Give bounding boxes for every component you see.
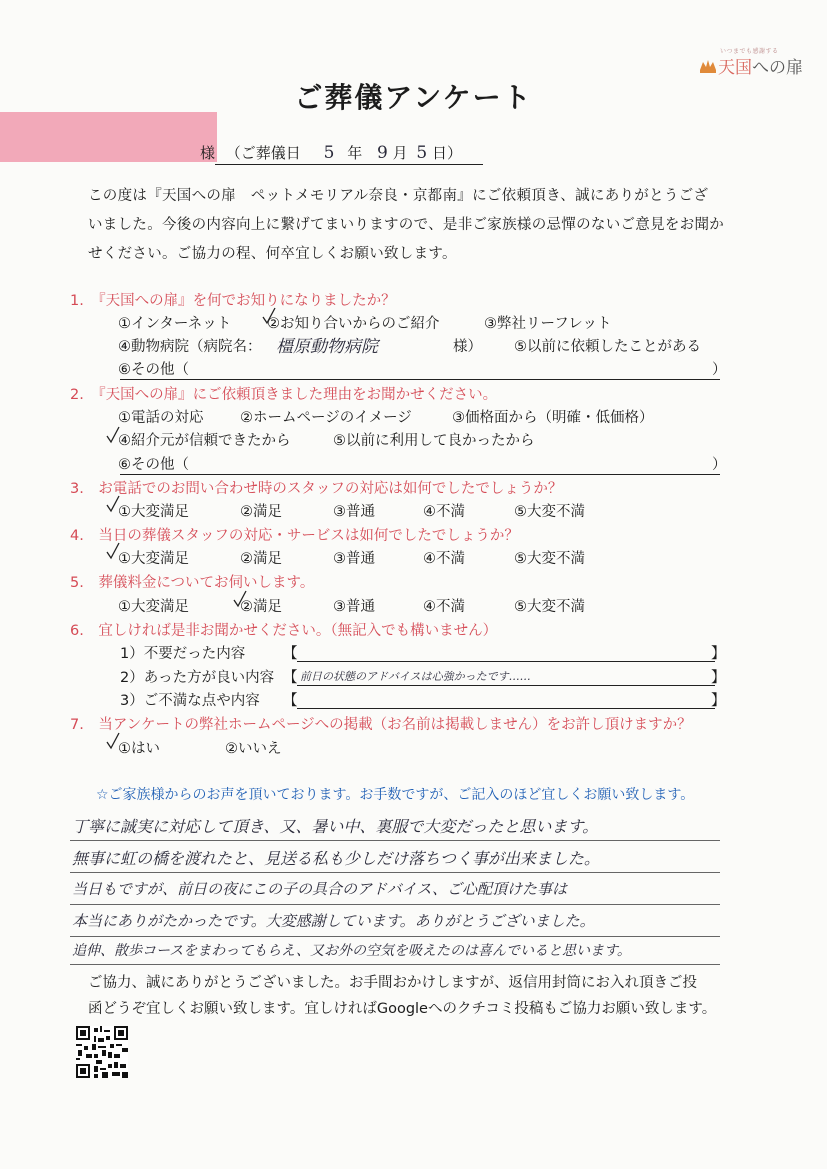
q3-question: 3. お電話でのお問い合わせ時のスタッフの対応は如何でしたでしょうか？ <box>70 481 563 497</box>
logo-brand <box>718 53 803 78</box>
qr-code-icon[interactable] <box>76 1026 128 1078</box>
logo-brand-main: 天国 <box>718 58 752 78</box>
q1-option-other[interactable]: ⑥その他（ <box>118 362 189 378</box>
q1-other-underline <box>120 379 720 380</box>
feedback-rule <box>70 964 720 965</box>
feedback-rule <box>70 872 720 873</box>
closing-line: ご協力、誠にありがとうございました。お手間おかけしますが、返信用封筒にお入れ頂きご投 <box>88 975 697 991</box>
q1-other-close: ） <box>712 362 727 378</box>
name-underline <box>215 164 483 165</box>
q4-option-satisfied[interactable]: ②満足 <box>240 551 282 567</box>
date-open: （ご葬儀日 <box>225 144 301 162</box>
q3-option-satisfied[interactable]: ②満足 <box>240 504 282 520</box>
day-value[interactable]: 5 <box>416 143 428 163</box>
q6-item-wanted: 2）あった方が良い内容 <box>120 670 275 686</box>
year-value[interactable]: 5 <box>323 143 335 163</box>
q1-question: 1. 『天国への扉』を何でお知りになりましたか？ <box>70 293 396 309</box>
logo-tagline: いつまでも感謝する <box>720 48 779 55</box>
q1-option-previous[interactable]: ⑤以前に依頼したことがある <box>514 339 701 355</box>
page-title: ご葬儀アンケート <box>294 81 533 114</box>
q5-option-very-dissatisfied[interactable]: ⑤大変不満 <box>514 599 585 615</box>
q6-item1-bracket-close: 】 <box>711 646 726 662</box>
redacted-name <box>0 112 217 162</box>
q5-option-satisfied[interactable]: ②満足 <box>240 599 282 615</box>
name-date-line <box>200 142 462 163</box>
q2-option-phone[interactable]: ①電話の対応 <box>118 410 204 426</box>
checkmark-icon <box>262 307 276 325</box>
q3-option-neutral[interactable]: ③普通 <box>333 504 375 520</box>
q1-hospital-name[interactable]: 橿原動物病院 <box>276 337 378 357</box>
q3-option-dissatisfied[interactable]: ④不満 <box>423 504 465 520</box>
q2-other-close: ） <box>712 457 727 473</box>
intro-line: せください。ご協力の程、何卒宜しくお願い致します。 <box>88 246 457 262</box>
q6-item2-bracket-open: 【 <box>283 670 298 686</box>
feedback-line[interactable]: 無事に虹の橋を渡れたと、見送る私も少しだけ落ちつく事が出来ました。 <box>72 849 600 868</box>
q6-item3-bracket-open: 【 <box>283 693 298 709</box>
q2-option-used-before[interactable]: ⑤以前に利用して良かったから <box>333 433 535 449</box>
q1-option-internet[interactable]: ①インターネット <box>118 316 232 332</box>
q1-hospital-suffix: 様） <box>453 339 482 355</box>
q2-option-other[interactable]: ⑥その他（ <box>118 457 189 473</box>
q2-option-price[interactable]: ③価格面から（明確・低価格） <box>452 410 654 426</box>
intro-line: いました。今後の内容向上に繋げてまいりますので、是非ご家族様の忌憚のないご意見をお聞か <box>88 217 725 233</box>
q7-question: 7. 当アンケートの弊社ホームページへの掲載（お名前は掲載しません）をお許し頂けますか？ <box>70 717 692 733</box>
q5-option-neutral[interactable]: ③普通 <box>333 599 375 615</box>
q6-item2-field <box>297 685 715 686</box>
feedback-line[interactable]: 追伸、散歩コースをまわってもらえ、又お外の空気を吸えたのは喜んでいると思います。 <box>72 943 631 959</box>
q2-other-underline <box>120 474 720 475</box>
q7-option-no[interactable]: ②いいえ <box>225 741 282 757</box>
feedback-rule <box>70 904 720 905</box>
q2-question: 2. 『天国への扉』にご依頼頂きました理由をお聞かせください。 <box>70 387 498 403</box>
q5-question: 5. 葬儀料金についてお伺いします。 <box>70 575 315 591</box>
q3-option-very-dissatisfied[interactable]: ⑤大変不満 <box>514 504 585 520</box>
q1-option-referral[interactable]: ②お知り合いからのご紹介 <box>267 316 440 332</box>
q4-option-very-dissatisfied[interactable]: ⑤大変不満 <box>514 551 585 567</box>
q6-item2-bracket-close: 】 <box>711 670 726 686</box>
q1-option-hospital[interactable]: ④動物病院（病院名： <box>118 339 262 355</box>
q6-item2-answer[interactable]: 前日の状態のアドバイスは心強かったです…… <box>300 670 531 683</box>
feedback-line[interactable]: 丁寧に誠実に対応して頂き、又、暑い中、裏服で大変だったと思います。 <box>72 817 599 836</box>
feedback-line[interactable]: 当日もですが、前日の夜にこの子の具合のアドバイス、ご心配頂けた事は <box>72 880 568 898</box>
feedback-rule <box>70 936 720 937</box>
q6-item3-field[interactable] <box>297 708 715 709</box>
logo-brand-rest: への扉 <box>752 58 803 78</box>
q6-item1-bracket-open: 【 <box>283 646 298 662</box>
month-value[interactable]: 9 <box>377 143 388 163</box>
closing-line: 函どうぞ宜しくお願い致します。宜しければGoogleへのクチコミ投稿もご協力お願い致します。 <box>88 1001 717 1017</box>
q6-item-unnecessary: 1）不要だった内容 <box>120 646 246 662</box>
brand-logo <box>694 46 804 80</box>
q4-option-very-satisfied[interactable]: ①大変満足 <box>118 551 189 567</box>
feedback-heading: ☆ご家族様からのお声を頂いております。お手数ですが、ご記入のほど宜しくお願い致します。 <box>96 787 695 803</box>
q5-option-very-satisfied[interactable]: ①大変満足 <box>118 599 189 615</box>
honorific: 様 <box>200 144 216 162</box>
intro-line: この度は『天国への扉 ペットメモリアル奈良・京都南』にご依頼頂き、誠にありがとうござ <box>88 188 709 204</box>
feedback-rule <box>70 840 720 841</box>
q6-item-complaints: 3）ご不満な点や内容 <box>120 693 260 709</box>
q4-option-dissatisfied[interactable]: ④不満 <box>423 551 465 567</box>
q2-option-homepage[interactable]: ②ホームページのイメージ <box>240 410 412 426</box>
q6-question: 6. 宜しければ是非お聞かせください。（無記入でも構いません） <box>70 623 498 639</box>
intro-text <box>88 182 748 269</box>
q3-option-very-satisfied[interactable]: ①大変満足 <box>118 504 189 520</box>
flower-icon <box>698 56 718 76</box>
feedback-line[interactable]: 本当にありがたかったです。大変感謝しています。ありがとうございました。 <box>72 912 595 930</box>
month-label: 月 <box>392 144 408 162</box>
q6-item3-bracket-close: 】 <box>711 693 726 709</box>
q7-option-yes[interactable]: ①はい <box>118 741 160 757</box>
q6-item1-field[interactable] <box>297 661 715 662</box>
q4-question: 4. 当日の葬儀スタッフの対応・サービスは如何でしたでしょうか？ <box>70 528 519 544</box>
day-label: 日） <box>432 144 463 162</box>
q2-option-trusted-referrer[interactable]: ④紹介元が信頼できたから <box>118 433 291 449</box>
q5-option-dissatisfied[interactable]: ④不満 <box>423 599 465 615</box>
q1-option-leaflet[interactable]: ③弊社リーフレット <box>484 316 612 332</box>
q4-option-neutral[interactable]: ③普通 <box>333 551 375 567</box>
closing-text <box>88 970 738 1022</box>
year-label: 年 <box>347 144 363 162</box>
